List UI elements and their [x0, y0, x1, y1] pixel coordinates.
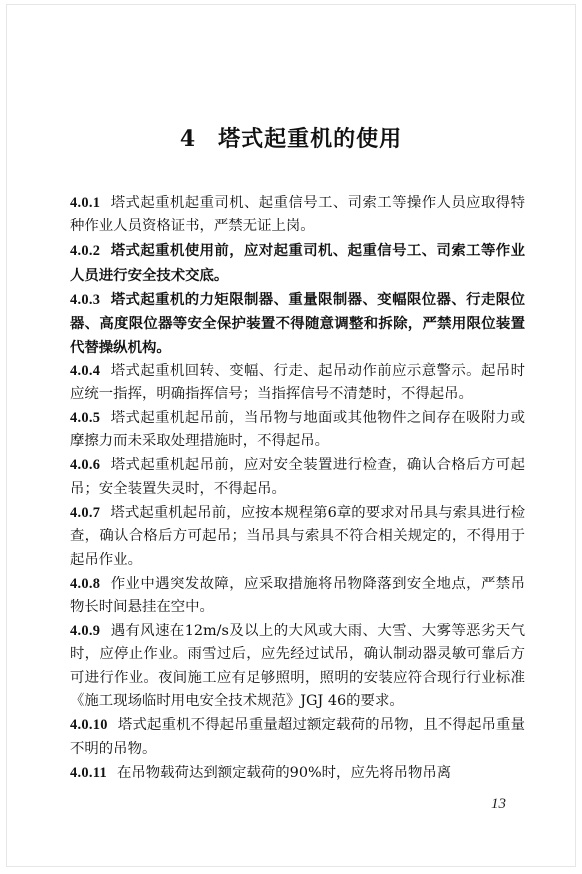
- clause-4-0-10: [70, 714, 525, 761]
- clause-4-0-4: [70, 360, 525, 407]
- clause-number: 4.0.1: [70, 195, 101, 211]
- clause-text: 塔式起重机起重司机、起重信号工、司索工等操作人员应取得特种作业人员资格证书，严禁无证上岗。: [70, 195, 525, 235]
- clause-4-0-8: [70, 573, 525, 620]
- clause-number: 4.0.6: [70, 457, 101, 474]
- clause-text: 塔式起重机起吊前，应按本规程第6章的要求对吊具与索具进行检查，确认合格后方可起吊；当吊具与索具不符合相关规定的，不得用于起吊作业。: [70, 504, 525, 568]
- clause-text: 塔式起重机的力矩限制器、重量限制器、变幅限位器、行走限位器、高度限位器等安全保护装置不得随意调整和拆除，严禁用限位装置代替操纵机构。: [70, 290, 525, 356]
- clause-number: 4.0.2: [70, 243, 101, 260]
- clause-text: 塔式起重机起吊前，当吊物与地面或其他物件之间存在吸附力或摩擦力而未采取处理措施时，不得起吊。: [70, 410, 525, 450]
- chapter-title: [0, 122, 582, 153]
- chapter-title-text: 塔式起重机的使用: [218, 126, 403, 152]
- clause-number: 4.0.4: [70, 362, 101, 379]
- clause-number: 4.0.11: [70, 764, 107, 781]
- clause-4-0-6: [70, 454, 525, 501]
- clause-text: 塔式起重机起吊前，应对安全装置进行检查，确认合格后方可起吊；安全装置失灵时，不得起吊。: [70, 457, 525, 497]
- clause-4-0-11: [70, 762, 525, 785]
- clause-text: 作业中遇突发故障，应采取措施将吊物降落到安全地点，严禁吊物长时间悬挂在空中。: [70, 575, 525, 616]
- clause-4-0-9: [70, 620, 525, 714]
- clause-number: 4.0.8: [70, 575, 101, 592]
- clause-4-0-7: [70, 502, 525, 572]
- clause-number: 4.0.3: [70, 291, 101, 308]
- clause-number: 4.0.10: [70, 717, 108, 734]
- clause-4-0-3: [70, 288, 525, 359]
- clause-text: 遇有风速在12m/s及以上的大风或大雨、大雪、大雾等恶劣天气时，应停止作业。雨雪过后，应先经过试吊，确认制动器灵敏可靠后方可进行作业。夜间施工应有足够照明，照明的安装应符合现行行业标准《施工现场临时用电安全技术规范》JGJ 46的要求。: [70, 623, 525, 710]
- clause-list: [70, 192, 525, 786]
- clause-text: 在吊物载荷达到额定载荷的90%时，应先将吊物吊离: [116, 764, 452, 781]
- clause-text: 塔式起重机使用前，应对起重司机、起重信号工、司索工等作业人员进行安全技术交底。: [70, 242, 525, 284]
- page-number: 13: [491, 796, 506, 812]
- clause-number: 4.0.9: [70, 623, 101, 640]
- clause-4-0-1: [70, 192, 525, 239]
- clause-4-0-5: [70, 407, 525, 454]
- clause-number: 4.0.5: [70, 410, 101, 427]
- clause-4-0-2: [70, 239, 525, 287]
- clause-number: 4.0.7: [70, 504, 101, 521]
- clause-text: 塔式起重机不得起吊重量超过额定载荷的吊物，且不得起吊重量不明的吊物。: [70, 717, 525, 757]
- clause-text: 塔式起重机回转、变幅、行走、起吊动作前应示意警示。起吊时应统一指挥，明确指挥信号；当指挥信号不清楚时，不得起吊。: [70, 362, 525, 403]
- chapter-number: 4: [179, 126, 197, 152]
